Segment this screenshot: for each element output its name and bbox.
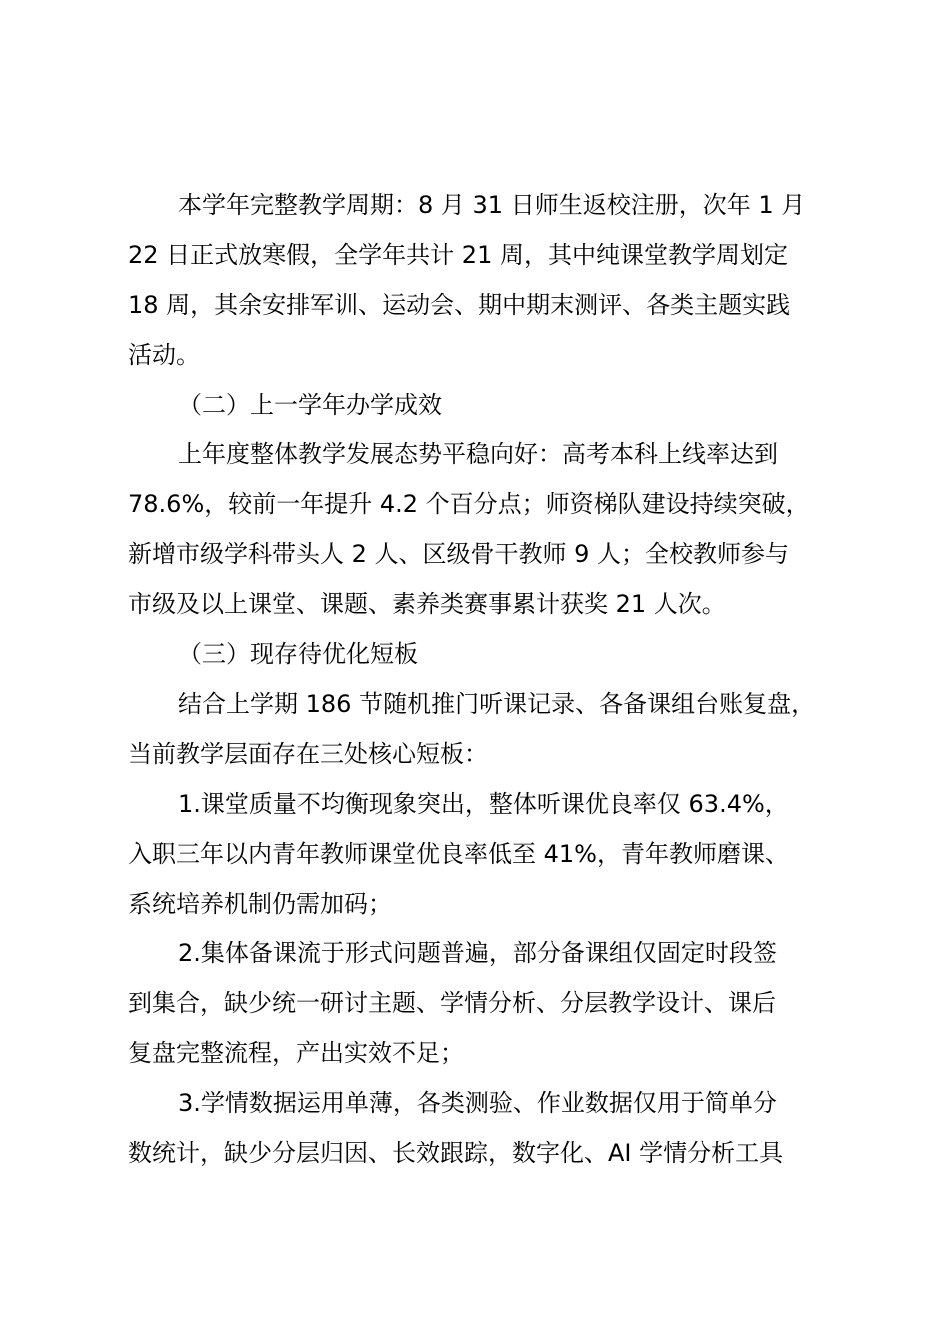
paragraph-line: 22 日正式放寒假，全学年共计 21 周，其中纯课堂教学周划定 <box>128 241 788 269</box>
list-item-line: 入职三年以内青年教师课堂优良率低至 41%，青年教师磨课、 <box>128 840 789 868</box>
paragraph-line: 上年度整体教学发展态势平稳向好：高考本科上线率达到 <box>178 440 778 468</box>
list-item-line: 3.学情数据运用单薄，各类测验、作业数据仅用于简单分 <box>178 1089 777 1117</box>
paragraph-line: 市级及以上课堂、课题、素养类赛事累计获奖 21 人次。 <box>128 590 726 618</box>
list-item-line: 2.集体备课流于形式问题普遍，部分备课组仅固定时段签 <box>178 939 777 967</box>
section-heading: （三）现存待优化短板 <box>178 640 418 668</box>
paragraph-line: 结合上学期 186 节随机推门听课记录、各备课组台账复盘， <box>178 690 816 718</box>
list-item-line: 系统培养机制仍需加码； <box>128 890 392 918</box>
list-item-line: 到集合，缺少统一研讨主题、学情分析、分层教学设计、课后 <box>128 989 776 1017</box>
list-item-line: 1.课堂质量不均衡现象突出，整体听课优良率仅 63.4%， <box>178 790 789 818</box>
paragraph-line: 当前教学层面存在三处核心短板： <box>128 740 488 768</box>
list-item-line: 复盘完整流程，产出实效不足； <box>128 1039 464 1067</box>
section-heading: （二）上一学年办学成效 <box>178 391 442 419</box>
paragraph-line: 新增市级学科带头人 2 人、区级骨干教师 9 人；全校教师参与 <box>128 540 790 568</box>
paragraph-line: 78.6%，较前一年提升 4.2 个百分点；师资梯队建设持续突破， <box>128 490 810 518</box>
paragraph-line: 活动。 <box>128 341 200 369</box>
paragraph-line: 18 周，其余安排军训、运动会、期中期末测评、各类主题实践 <box>128 291 791 319</box>
paragraph-line: 本学年完整教学周期：8 月 31 日师生返校注册，次年 1 月 <box>178 191 806 219</box>
list-item-line: 数统计，缺少分层归因、长效跟踪，数字化、AI 学情分析工具 <box>128 1139 784 1167</box>
